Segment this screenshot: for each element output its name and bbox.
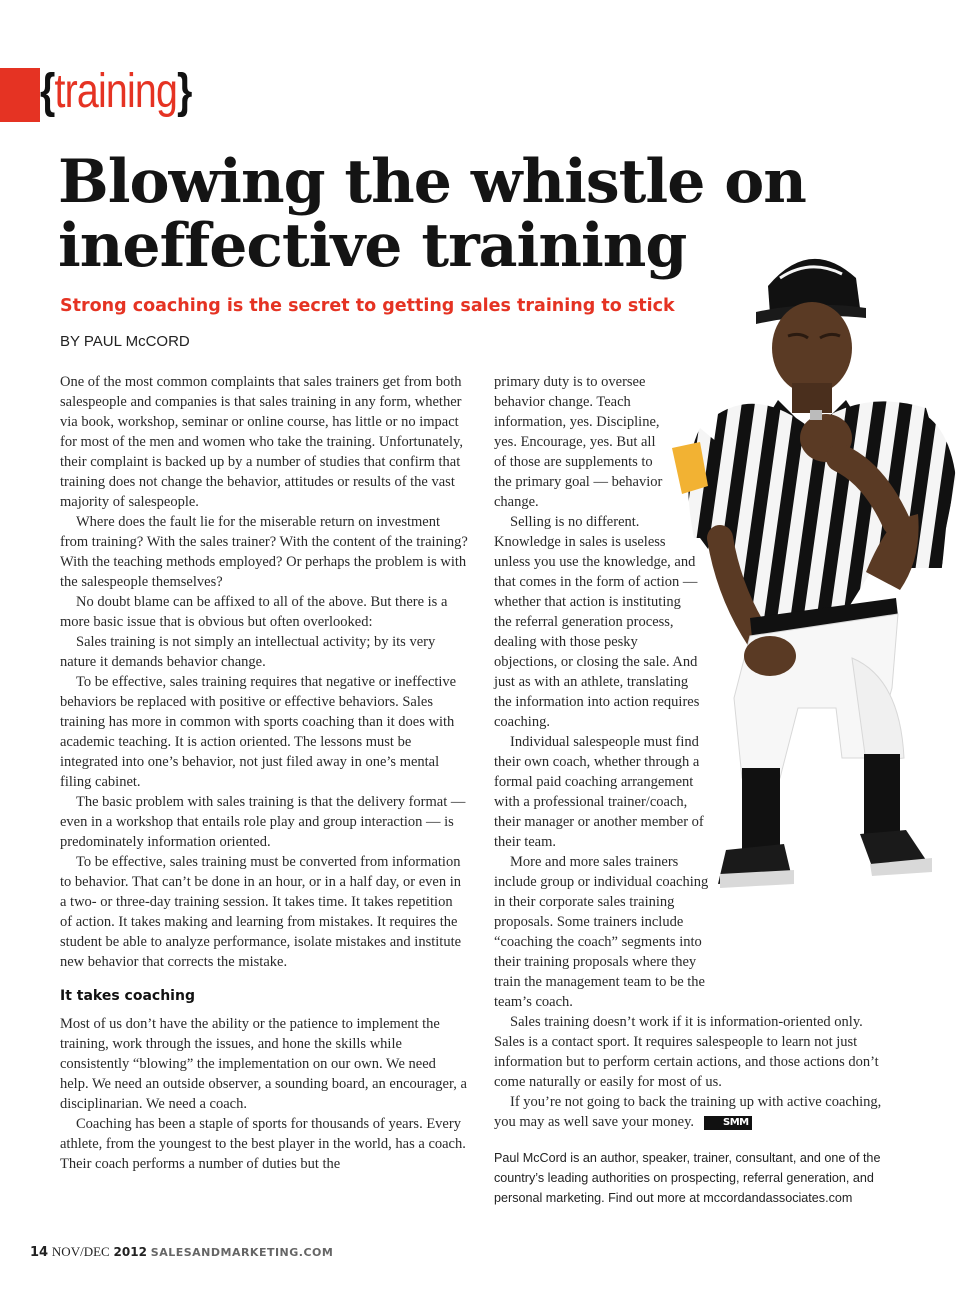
paragraph: One of the most common complaints that sales trainers get from both salespeople and companies is that sales training in any form, whether via book, workshop, seminar or online course, has little or no impact for most of the men and women who take the training. Unfortunately, their complaint is backed up by a number of studies that confirm that training does not change the behavior, attitudes or results of the vast majority of salespeople. — [60, 374, 463, 510]
article-column-1 — [60, 372, 468, 1174]
end-mark-icon: SMM — [704, 1116, 752, 1130]
paragraph: To be effective, sales training requires that negative or ineffective behaviors be replaced with positive or effective behaviors. Sales training has more in common with sports coaching than it does with academic teaching. It is action oriented. The lessons must be integrated into one’s behavior, not just filed away in one’s mental filing cabinet. — [60, 674, 457, 790]
paragraph: Sales training doesn’t work if it is information-oriented only. Sales is a contact sport. It requires salespeople to learn not just information but to perform certain actions, and those actions don’t come naturally or easily for most of us. — [494, 1014, 879, 1090]
paragraph: No doubt blame can be affixed to all of the above. But there is a more basic issue that is obvious but often overlooked: — [60, 594, 448, 630]
page-folio — [30, 1244, 333, 1260]
section-tag — [40, 62, 192, 122]
paragraph: Sales training is not simply an intellectual activity; by its very nature it demands behavior change. — [60, 634, 436, 670]
subhead: It takes coaching — [60, 988, 195, 1004]
page-number: 14 — [30, 1245, 49, 1260]
paragraph: Coaching has been a staple of sports for thousands of years. Every athlete, from the youngest to the best player in the world, has a coach. Their coach performs a number of duties but the — [60, 1116, 466, 1172]
paragraph: To be effective, sales training must be converted from information to behavior. That can’t be done in an hour, or in a half day, or even in a two- or three-day training session. It takes time. It takes repetition of action. It takes making and learning from mistakes. It requires the student be able to analyze performance, isolate mistakes and institute new behavior that corrects the mistake. — [60, 854, 462, 970]
deck: Strong coaching is the secret to getting sales training to stick — [60, 296, 675, 316]
magazine-name: SALESANDMARKETING.COM — [150, 1246, 334, 1259]
section-red-bar — [0, 68, 40, 122]
article-column-2 — [494, 372, 894, 1132]
paragraph: Most of us don’t have the ability or the patience to implement the training, work through the issues, and hone the skills while consistently “blowing” the implementation on our own. We need help. We need an outside observer, a sounding board, an encourager, a disciplinarian. We need a coach. — [60, 1016, 467, 1112]
author-bio-text: Paul McCord is an author, speaker, trainer, consultant, and one of the country’s leading authorities on prospecting, referral generation, and personal marketing. Find out more at mccordandassociates.com — [494, 1151, 881, 1205]
paragraph: Where does the fault lie for the miserable return on investment from training? With the sales trainer? With the content of the training? With the teaching methods employed? Or perhaps the problem is with the salespeople themselves? — [60, 514, 468, 590]
paragraph: More and more sales trainers include group or individual coaching in their corporate sales training proposals. Some trainers include “coaching the coach” segments into their training proposals where they train the management team to be the team’s coach. — [494, 854, 709, 1010]
paragraph: Individual salespeople must find their own coach, whether through a formal paid coaching arrangement with a professional trainer/coach, their manager or another member of their team. — [494, 734, 704, 850]
paragraph: The basic problem with sales training is that the delivery format — even in a workshop that entails role play and group interaction — is predominately information oriented. — [60, 794, 466, 850]
issue-year: 2012 — [113, 1245, 147, 1259]
byline: BY PAUL McCORD — [60, 333, 190, 350]
section-close-brace: } — [177, 65, 192, 118]
headline-line-1: Blowing the whistle on — [58, 147, 806, 217]
section-open-brace: { — [40, 65, 55, 118]
author-bio — [494, 1148, 894, 1208]
paragraph — [494, 1092, 894, 1132]
headline-line-2: ineffective training — [58, 211, 687, 281]
closing-sentence: If you’re not going to back the training up with active coaching, you may as well save your money. — [494, 1094, 882, 1130]
paragraph: primary duty is to oversee behavior change. Teach information, yes. Discipline, yes. Encourage, yes. But all of those are supplements to the primary goal — behavior change. — [494, 374, 663, 510]
issue-date: NOV/DEC — [51, 1244, 110, 1259]
section-label: training — [54, 65, 178, 118]
paragraph: Selling is no different. Knowledge in sales is useless unless you use the knowledge, and that comes in the form of action — whether that action is instituting the referral generation process, dealing with those pesky objections, or closing the sale. And just as with an athlete, translating the information into action requires coaching. — [494, 514, 700, 730]
